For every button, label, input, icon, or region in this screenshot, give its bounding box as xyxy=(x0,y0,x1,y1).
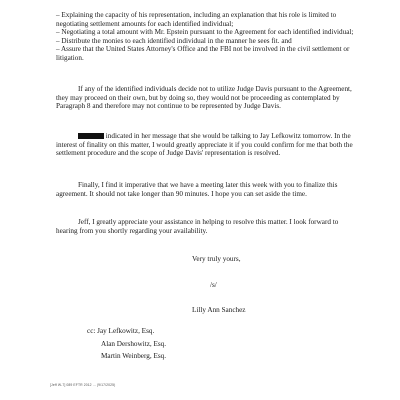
redaction-block xyxy=(78,133,104,139)
paragraph-judge-davis: If any of the identified individuals decide not to utilize Judge Davis pursuant to the Agreement, they may proceed on their own, but by doing so, they would not be proceeding as contemplated by Paragraph 8 and therefore may not continue to be represented by Judge Davis. xyxy=(56,85,352,111)
cc-recipient: Alan Dershowitz, Esq. xyxy=(101,339,167,348)
bullet-item: – Negotiating a total amount with Mr. Epstein pursuant to the Agreement for each identified individual; xyxy=(56,28,354,37)
bullet-item: – Distribute the monies to each identified individual in the manner he sees fit. and xyxy=(56,36,292,45)
closing-salutation: Very truly yours, xyxy=(192,255,241,263)
signer-name: Lilly Ann Sanchez xyxy=(192,306,246,314)
signature-mark: /s/ xyxy=(210,281,217,289)
document-footer: [Jeff W-7] 089 EFTR 2012 ... (9/17/2025) xyxy=(50,383,116,387)
bullet-item: – Explaining the capacity of his representation, including an explanation that his role is limited to negotiating settlement amounts for each identified individual; xyxy=(56,11,337,28)
bullet-item: – Assure that the United States Attorney's Office and the FBI not be involved in the civil settlement or litigation. xyxy=(56,45,350,62)
cc-lead: cc: Jay Lefkowitz, Esq. xyxy=(87,327,155,335)
paragraph-text: indicated in her message that she would be talking to Jay Lefkowitz tomorrow. In the interest of finality on this matter, I would greatly appreciate it if you could confirm for me that both the settlement procedure and the scope of Judge Davis' representation is resolved. xyxy=(56,132,353,158)
bullet-list xyxy=(56,11,356,63)
cc-recipient: Martin Weinberg, Esq. xyxy=(101,352,167,360)
paragraph-meeting-request: Finally, I find it imperative that we have a meeting later this week with you to finalize this agreement. It should not take longer than 90 minutes. I hope you can set aside the time. xyxy=(56,181,338,198)
paragraph-settlement-confirmation xyxy=(56,132,354,158)
cc-list xyxy=(87,325,166,363)
paragraph-thanks: Jeff, I greatly appreciate your assistance in helping to resolve this matter. I look forward to hearing from you shortly regarding your availability. xyxy=(56,218,339,235)
